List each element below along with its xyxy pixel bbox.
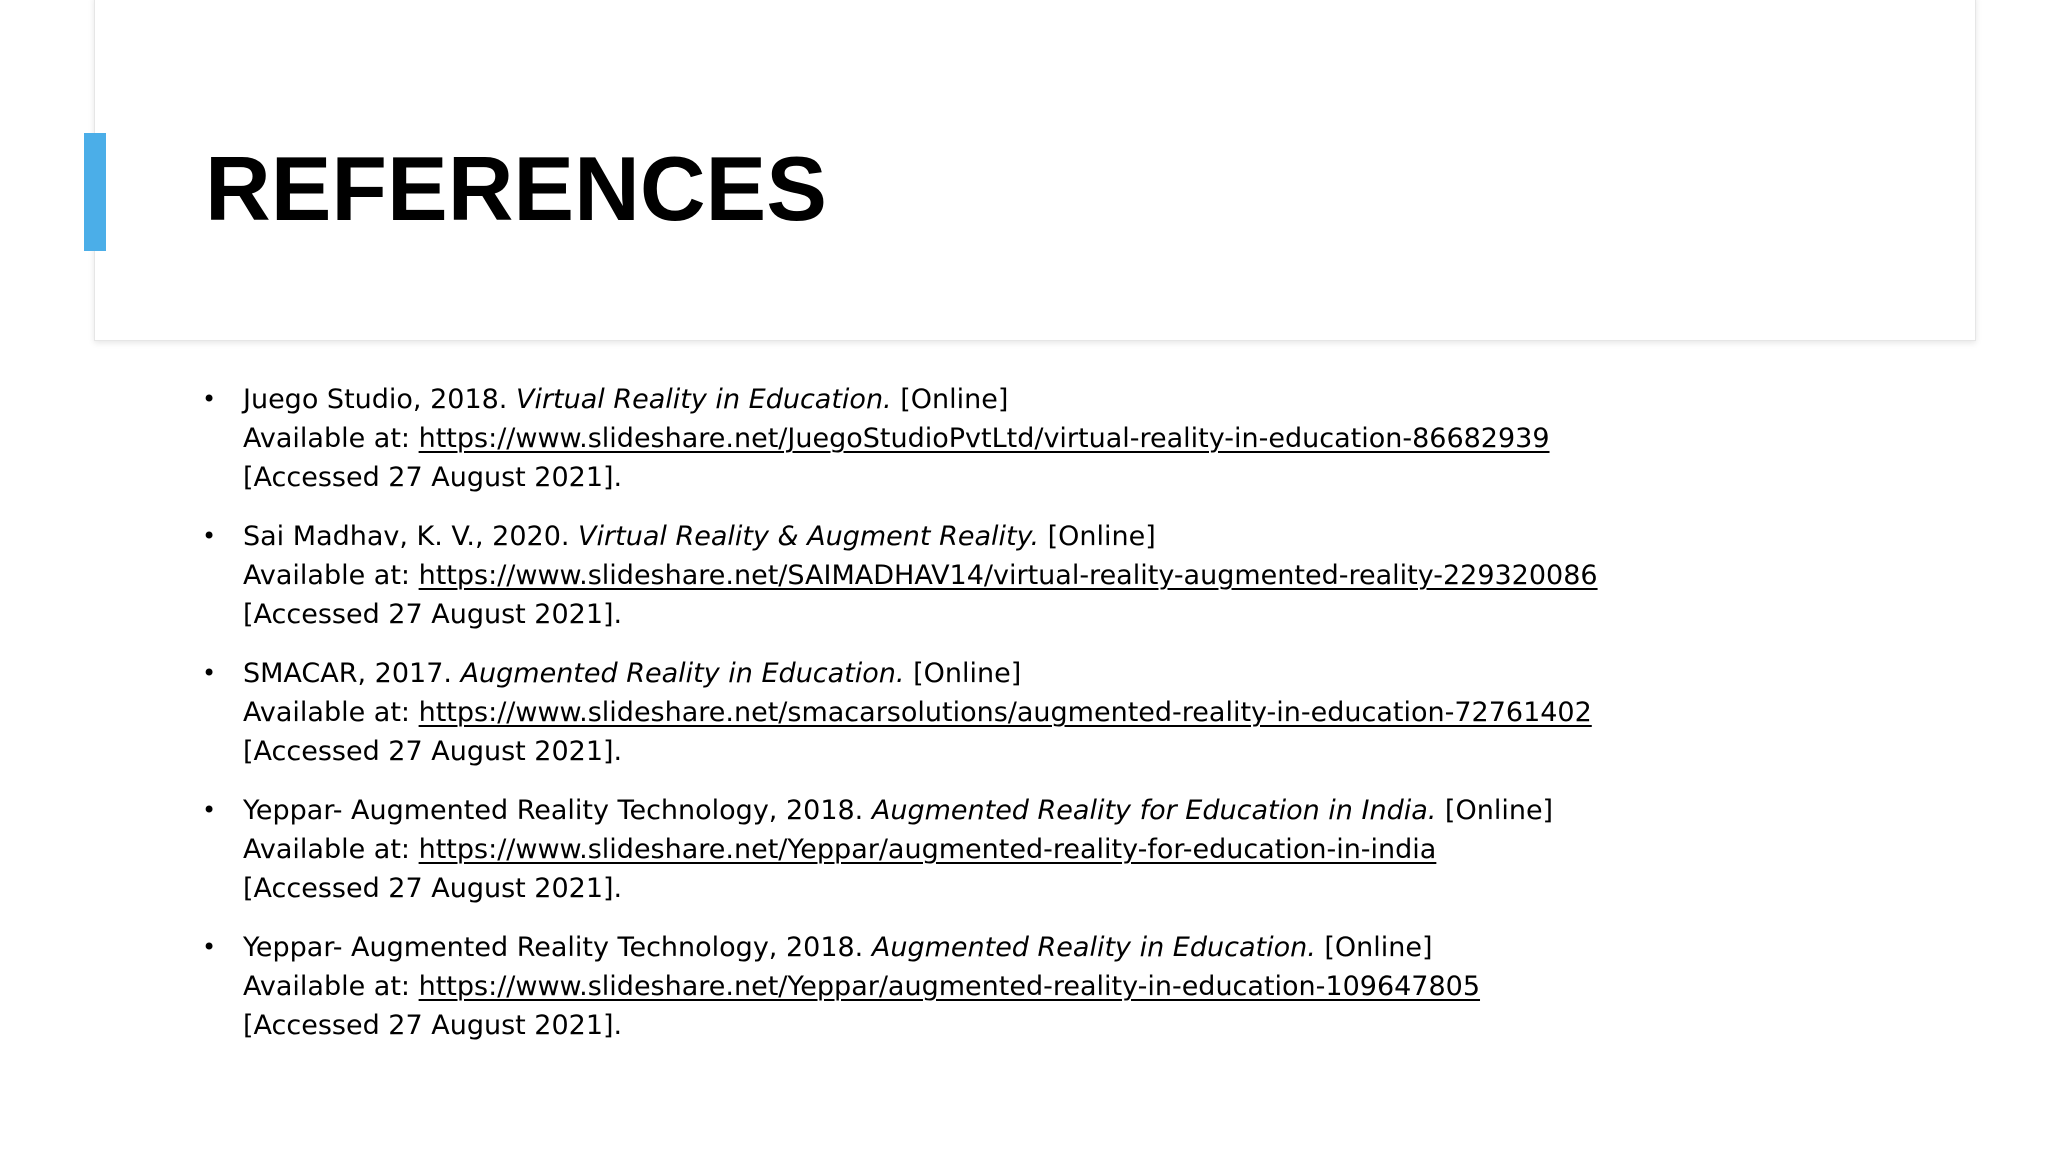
reference-online-tag: [Online] xyxy=(891,384,1009,415)
reference-url-link[interactable]: https://www.slideshare.net/SAIMADHAV14/virtual-reality-augmented-reality-229320086 xyxy=(418,560,1598,591)
reference-availability-line xyxy=(243,556,1905,595)
reference-citation-line xyxy=(243,517,1905,556)
reference-online-tag: [Online] xyxy=(904,658,1022,689)
reference-item xyxy=(202,654,1905,771)
bullet-icon: • xyxy=(202,385,217,413)
reference-online-tag: [Online] xyxy=(1436,795,1554,826)
reference-url-link[interactable]: https://www.slideshare.net/JuegoStudioPvtLtd/virtual-reality-in-education-86682939 xyxy=(418,423,1550,454)
available-at-label: Available at: xyxy=(243,697,419,728)
bullet-icon: • xyxy=(202,659,217,687)
reference-online-tag: [Online] xyxy=(1039,521,1156,552)
reference-item xyxy=(202,791,1905,908)
reference-author-year: SMACAR, 2017. xyxy=(243,658,461,689)
reference-author-year: Yeppar- Augmented Reality Technology, 2018. xyxy=(243,795,872,826)
reference-title: Virtual Reality & Augment Reality. xyxy=(578,521,1040,552)
reference-availability-line xyxy=(243,419,1905,458)
reference-accessed-date: [Accessed 27 August 2021]. xyxy=(243,736,623,767)
bullet-icon: • xyxy=(202,522,217,550)
reference-title: Augmented Reality in Education. xyxy=(460,658,905,689)
reference-accessed-date: [Accessed 27 August 2021]. xyxy=(243,599,623,630)
available-at-label: Available at: xyxy=(243,971,419,1002)
slide-title: REFERENCES xyxy=(205,139,827,240)
reference-item xyxy=(202,517,1905,634)
available-at-label: Available at: xyxy=(243,560,419,591)
reference-accessed-date: [Accessed 27 August 2021]. xyxy=(243,1010,623,1041)
reference-url-link[interactable]: https://www.slideshare.net/Yeppar/augmented-reality-in-education-109647805 xyxy=(418,971,1481,1002)
reference-item xyxy=(202,380,1905,497)
reference-online-tag: [Online] xyxy=(1315,932,1433,963)
available-at-label: Available at: xyxy=(243,834,419,865)
reference-title: Virtual Reality in Education. xyxy=(515,384,892,415)
reference-item xyxy=(202,928,1905,1045)
title-accent-bar xyxy=(84,133,106,251)
reference-availability-line xyxy=(243,967,1905,1006)
reference-accessed-date: [Accessed 27 August 2021]. xyxy=(243,462,623,493)
reference-list xyxy=(202,380,1905,1065)
reference-citation-line xyxy=(243,654,1905,693)
reference-author-year: Juego Studio, 2018. xyxy=(243,384,516,415)
reference-availability-line xyxy=(243,693,1905,732)
reference-accessed-date: [Accessed 27 August 2021]. xyxy=(243,873,623,904)
reference-title: Augmented Reality in Education. xyxy=(871,932,1316,963)
reference-title: Augmented Reality for Education in India. xyxy=(871,795,1437,826)
reference-availability-line xyxy=(243,830,1905,869)
reference-citation-line xyxy=(243,791,1905,830)
reference-citation-line xyxy=(243,928,1905,967)
bullet-icon: • xyxy=(202,933,217,961)
reference-citation-line xyxy=(243,380,1905,419)
reference-url-link[interactable]: https://www.slideshare.net/smacarsolutions/augmented-reality-in-education-72761402 xyxy=(418,697,1592,728)
bullet-icon: • xyxy=(202,796,217,824)
reference-author-year: Sai Madhav, K. V., 2020. xyxy=(243,521,579,552)
reference-author-year: Yeppar- Augmented Reality Technology, 2018. xyxy=(243,932,872,963)
available-at-label: Available at: xyxy=(243,423,419,454)
reference-url-link[interactable]: https://www.slideshare.net/Yeppar/augmented-reality-for-education-in-india xyxy=(418,834,1437,865)
